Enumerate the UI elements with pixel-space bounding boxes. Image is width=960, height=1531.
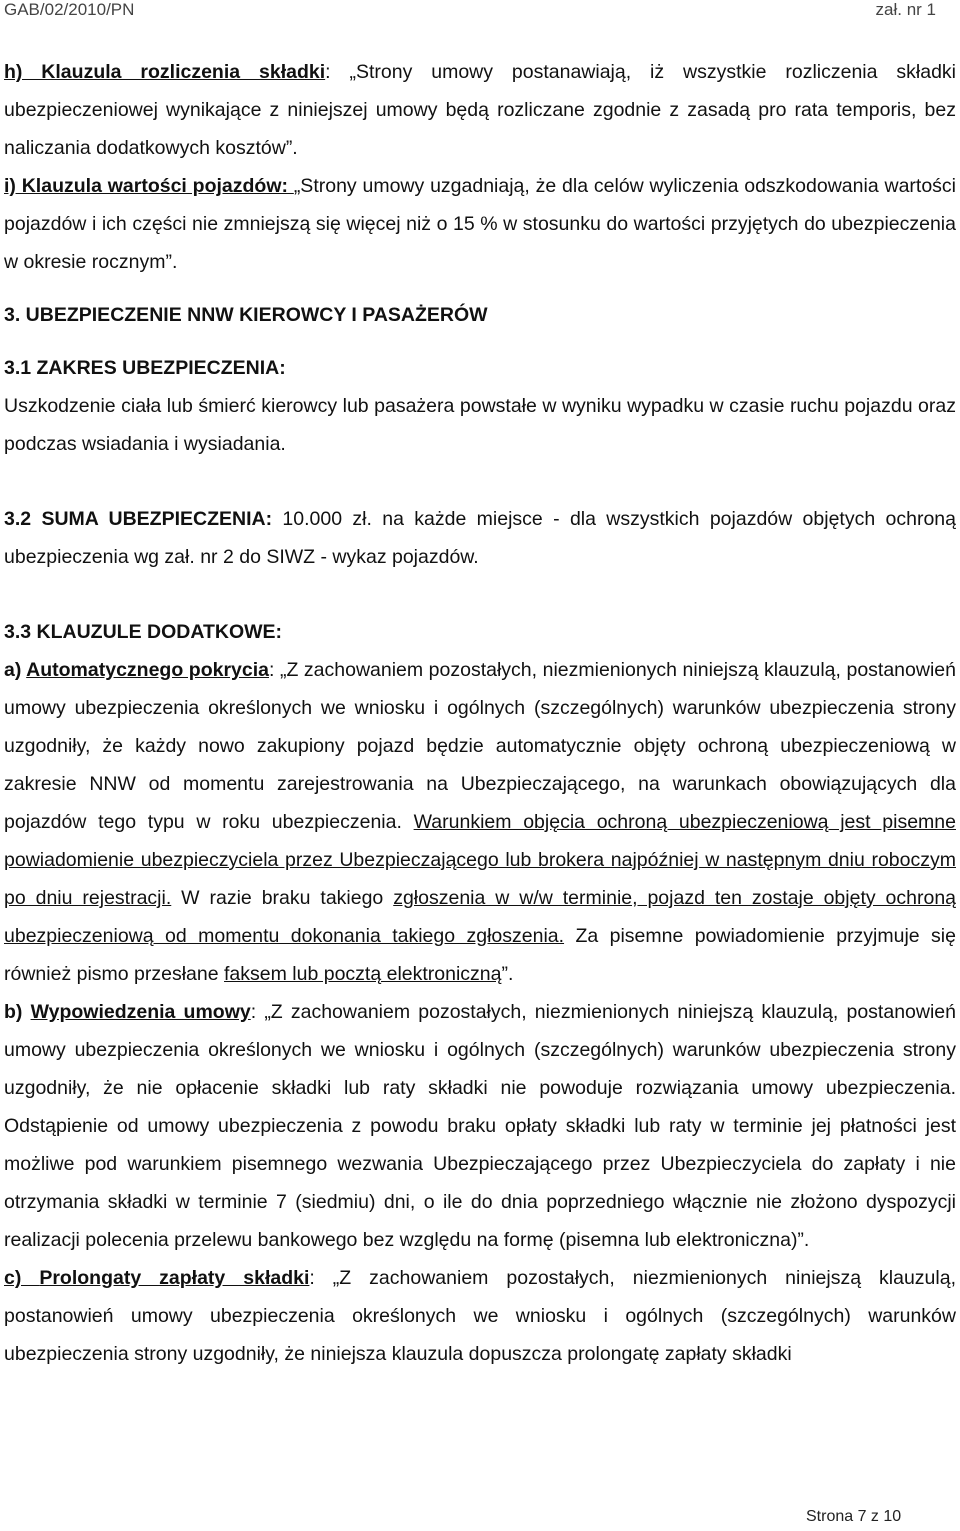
clause-a-text3: Za pisemne powiadomienie przyjmuje się również pismo przesłane [4, 925, 956, 985]
clause-a-underlined: Warunkiem objęcia ochroną ubezpieczeniową jest pisemne powiadomienie ubezpieczyciela przez Ubezpieczającego lub brokera najpóźniej w następnym dniu roboczym po dniu rejestracji. [4, 811, 956, 909]
section-3-1-text: Uszkodzenie ciała lub śmierć kierowcy lub pasażera powstałe w wyniku wypadku w czasie ruchu pojazdu oraz podczas wsiadania i wysiadania. [4, 395, 956, 455]
section-3-1-title: 3.1 ZAKRES UBEZPIECZENIA: [4, 357, 286, 379]
clause-c-text: „Z zachowaniem pozostałych, niezmienionych niniejszą klauzulą, postanowień umowy ubezpieczenia określonych we wniosku i ogólnych (szczególnych) warunków ubezpieczenia strony uzgodniły, że niniejsza klauzula dopuszcza prolongatę zapłaty składki [4, 1267, 956, 1365]
spacer [4, 576, 956, 613]
clause-a-text: „Z zachowaniem pozostałych, niezmienionych niniejszą klauzulą, postanowień umowy ubezpieczenia określonych we wniosku i ogólnych (szczególnych) warunków ubezpieczenia strony uzgodniły, że każdy nowo zakupiony pojazd będzie automatycznie objęty ochroną ubezpieczeniową w zakresie NNW od momentu zarejestrowania na Ubezpieczającego, na warunkach obowiązujących dla pojazdów tego typu w roku ubezpieczenia. [4, 659, 956, 833]
spacer [4, 463, 956, 500]
clause-h-label: h) Klauzula rozliczenia składki [4, 61, 326, 83]
attachment-number: zał. nr 1 [875, 0, 936, 19]
clause-c-prefix: c) [4, 1267, 40, 1289]
clause-b-text: „Z zachowaniem pozostałych, niezmienionych niniejszą klauzulą, postanowień umowy ubezpieczenia określonych we wniosku i ogólnych (szczególnych) warunków ubezpieczenia strony uzgodniły, że nie opłacenie składki lub raty składki nie powoduje rozwiązania umowy ubezpieczenia. Odstąpienie od umowy ubezpieczenia z powodu braku opłaty składki lub raty w terminie jej płatności jest możliwe pod warunkiem pisemnego wezwania Ubezpieczającego przez Ubezpieczyciela do zapłaty i nie otrzymania składki w terminie 7 (siedmiu) dni, o ile do dnia poprzedniego włącznie nie złożono dyspozycji realizacji polecenia przelewu bankowego bez względu na formę (pisemna lub elektroniczna)”. [4, 1001, 956, 1251]
document-body [4, 53, 956, 1373]
section-3-3-title: 3.3 KLAUZULE DODATKOWE: [4, 621, 283, 643]
page-header [4, 0, 936, 28]
clause-b-sep: : [250, 1001, 265, 1023]
section-3-2-title: 3.2 SUMA UBEZPIECZENIA: [4, 508, 283, 530]
section-3-title: 3. UBEZPIECZENIE NNW KIEROWCY I PASAŻERÓW [4, 304, 488, 326]
clause-i-label: i) Klauzula wartości pojazdów: [4, 175, 294, 197]
clause-h [4, 53, 956, 167]
clause-a-label: Automatycznego pokrycia [26, 659, 269, 681]
section-3-2 [4, 500, 956, 576]
clause-a [4, 651, 956, 993]
clause-c-label: Prolongaty zapłaty składki [39, 1267, 310, 1289]
clause-a-underlined3: faksem lub pocztą elektroniczną [224, 963, 502, 985]
clause-h-text: „Strony umowy postanawiają, iż wszystkie rozliczenia składki ubezpieczeniowej wynikające z niniejszej umowy będą rozliczane zgodnie z zasadą pro rata temporis, bez naliczania dodatkowych kosztów”. [4, 61, 956, 159]
clause-a-prefix: a) [4, 659, 27, 681]
clause-a-text2: W razie braku takiego [171, 887, 394, 909]
page-number: Strona 7 z 10 [806, 1508, 902, 1525]
clause-a-sep: : [269, 659, 280, 681]
clause-i-text: „Strony umowy uzgadniają, że dla celów wyliczenia odszkodowania wartości pojazdów i ich części nie zmniejszą się więcej niż o 15 % w stosunku do wartości przyjętych do ubezpieczenia w okresie rocznym”. [4, 175, 957, 273]
clause-c-sep: : [309, 1267, 333, 1289]
clause-c [4, 1259, 956, 1373]
clause-b [4, 993, 956, 1259]
spacer [4, 281, 956, 296]
clause-a-end: ”. [501, 963, 514, 985]
section-3-2-text: 10.000 zł. na każde miejsce - dla wszystkich pojazdów objętych ochroną ubezpieczenia wg zał. nr 2 do SIWZ - wykaz pojazdów. [4, 508, 957, 568]
clause-h-sep: : [325, 61, 350, 83]
clause-a-underlined2: zgłoszenia w w/w terminie, pojazd ten zostaje objęty ochroną ubezpieczeniową od momentu dokonania takiego zgłoszenia. [4, 887, 957, 947]
spacer [4, 334, 956, 349]
clause-b-prefix: b) [4, 1001, 31, 1023]
clause-b-label: Wypowiedzenia umowy [30, 1001, 251, 1023]
document-reference: GAB/02/2010/PN [4, 0, 135, 19]
clause-i [4, 167, 956, 281]
